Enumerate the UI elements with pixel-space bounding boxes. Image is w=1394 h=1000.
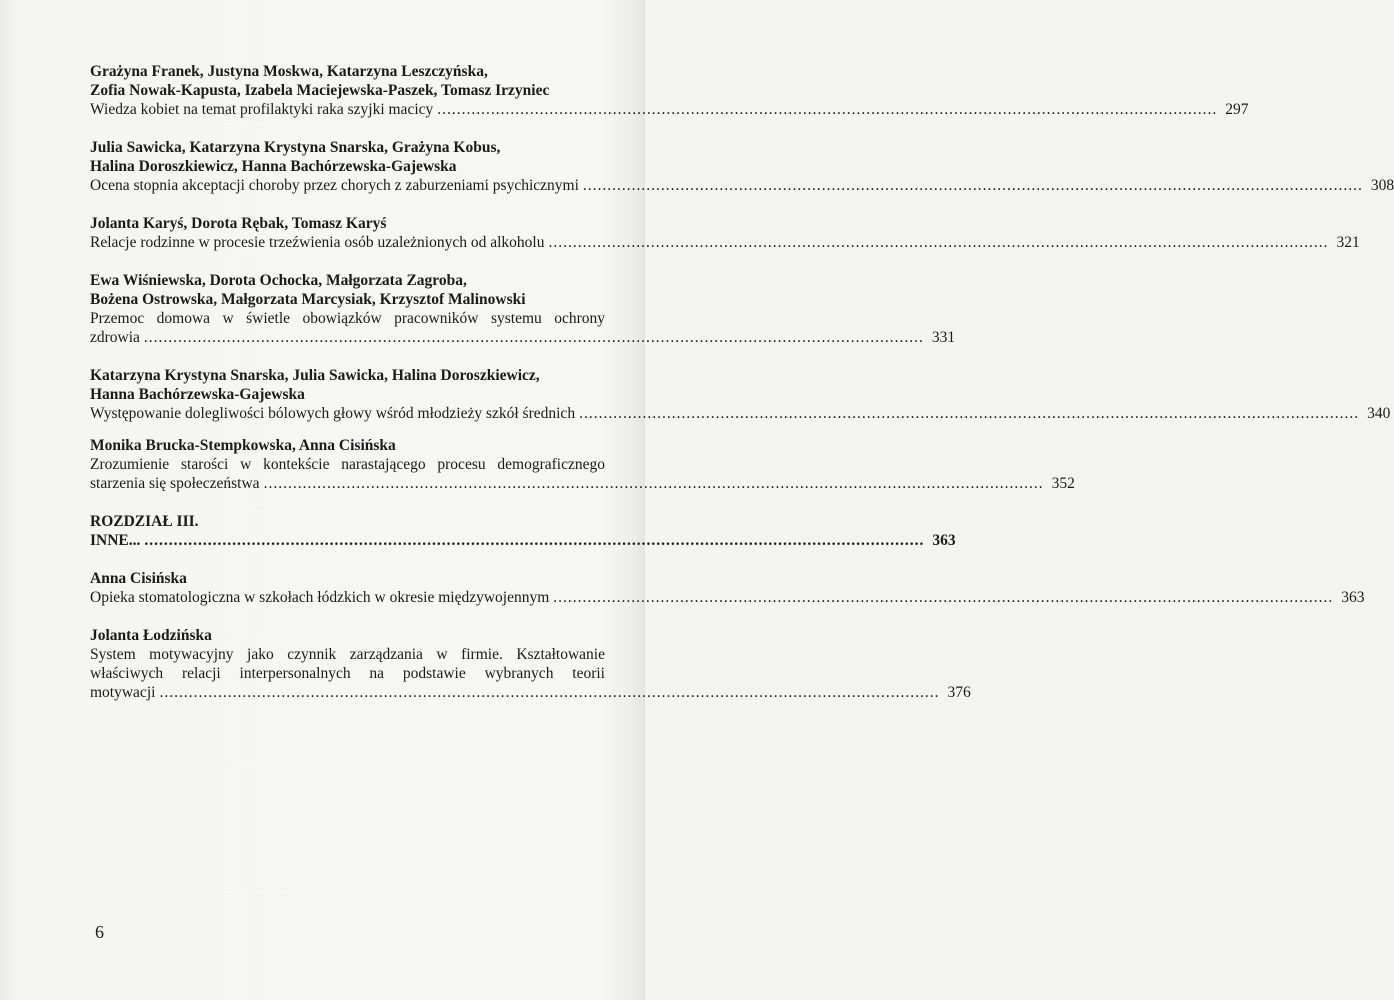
toc-page-number: 297 xyxy=(1225,101,1249,118)
toc-page-number: 352 xyxy=(1051,475,1075,492)
table-of-contents xyxy=(90,62,1394,721)
dot-leader: ................................................................................................................................................................ xyxy=(143,329,924,346)
dot-leader: ................................................................................................................................................................ xyxy=(437,101,1218,118)
toc-page-number: 340 xyxy=(1367,405,1391,422)
toc-title-line xyxy=(90,233,1360,252)
toc-entry xyxy=(90,436,1075,493)
dot-leader: ................................................................................................................................................................ xyxy=(263,475,1044,492)
toc-title-line xyxy=(90,588,1365,607)
toc-authors: Halina Doroszkiewicz, Hanna Bachórzewska-Gajewska xyxy=(90,158,457,175)
toc-authors: Zofia Nowak-Kapusta, Izabela Maciejewska-Paszek, Tomasz Irzyniec xyxy=(90,82,550,99)
toc-title: System motywacyjny jako czynnik zarządzania w firmie. Kształtowanie xyxy=(90,646,605,663)
toc-title: Ocena stopnia akceptacji choroby przez chorych z zaburzeniami psychicznymi xyxy=(90,177,579,194)
toc-title-line xyxy=(90,176,1394,195)
toc-authors: Anna Cisińska xyxy=(90,570,187,587)
toc-title: zdrowia xyxy=(90,329,140,346)
dot-leader: ................................................................................................................................................................ xyxy=(553,589,1334,606)
toc-title: starzenia się społeczeństwa xyxy=(90,475,260,492)
toc-title: Wiedza kobiet na temat profilaktyki raka szyjki macicy xyxy=(90,101,434,118)
dot-leader: ................................................................................................................................................................ xyxy=(144,532,925,549)
toc-authors: Bożena Ostrowska, Małgorzata Marcysiak, Krzysztof Malinowski xyxy=(90,291,526,308)
toc-entry xyxy=(90,569,1365,607)
toc-title: Zrozumienie starości w kontekście narastającego procesu demograficznego xyxy=(90,456,605,473)
toc-page-number: 363 xyxy=(932,532,956,549)
toc-title-line xyxy=(90,404,1391,423)
toc-page-number: 363 xyxy=(1341,589,1365,606)
chapter-heading: ROZDZIAŁ III. xyxy=(90,513,199,530)
toc-page-number: 376 xyxy=(947,684,971,701)
toc-chapter xyxy=(90,512,956,550)
toc-authors: Katarzyna Krystyna Snarska, Julia Sawicka, Halina Doroszkiewicz, xyxy=(90,367,540,384)
toc-entry xyxy=(90,214,1360,252)
toc-authors: Julia Sawicka, Katarzyna Krystyna Snarska, Grażyna Kobus, xyxy=(90,139,501,156)
chapter-title: INNE... xyxy=(90,532,141,549)
toc-title-line xyxy=(90,683,971,702)
dot-leader: ................................................................................................................................................................ xyxy=(159,684,940,701)
toc-title: Relacje rodzinne w procesie trzeźwienia osób uzależnionych od alkoholu xyxy=(90,234,545,251)
toc-title: Opieka stomatologiczna w szkołach łódzkich w okresie międzywojennym xyxy=(90,589,550,606)
toc-authors: Hanna Bachórzewska-Gajewska xyxy=(90,386,305,403)
toc-page-number: 331 xyxy=(931,329,956,346)
toc-page-number: 308 xyxy=(1370,177,1394,194)
toc-title-line xyxy=(90,328,956,347)
toc-entry xyxy=(90,62,1249,119)
toc-entry xyxy=(90,626,971,702)
dot-leader: ................................................................................................................................................................ xyxy=(582,177,1363,194)
dot-leader: ................................................................................................................................................................ xyxy=(548,234,1329,251)
toc-authors: Grażyna Franek, Justyna Moskwa, Katarzyna Leszczyńska, xyxy=(90,63,488,80)
page-number: 6 xyxy=(95,922,104,942)
dot-leader: ................................................................................................................................................................ xyxy=(579,405,1360,422)
toc-title: Występowanie dolegliwości bólowych głowy wśród młodzieży szkół średnich xyxy=(90,405,576,422)
toc-entry xyxy=(90,271,956,347)
toc-title-line xyxy=(90,100,1249,119)
toc-title: Przemoc domowa w świetle obowiązków pracowników systemu ochrony xyxy=(90,310,605,327)
toc-entry xyxy=(90,138,1394,195)
toc-title: motywacji xyxy=(90,684,156,701)
toc-authors: Jolanta Łodzińska xyxy=(90,627,212,644)
toc-title-line xyxy=(90,474,1075,493)
toc-authors: Jolanta Karyś, Dorota Rębak, Tomasz Karyś xyxy=(90,215,387,232)
toc-title-line xyxy=(90,531,956,550)
toc-authors: Monika Brucka-Stempkowska, Anna Cisińska xyxy=(90,437,396,454)
toc-authors: Ewa Wiśniewska, Dorota Ochocka, Małgorzata Zagroba, xyxy=(90,272,467,289)
toc-page-number: 321 xyxy=(1336,234,1360,251)
toc-entry xyxy=(90,366,1391,423)
toc-title: właściwych relacji interpersonalnych na podstawie wybranych teorii xyxy=(90,665,605,682)
